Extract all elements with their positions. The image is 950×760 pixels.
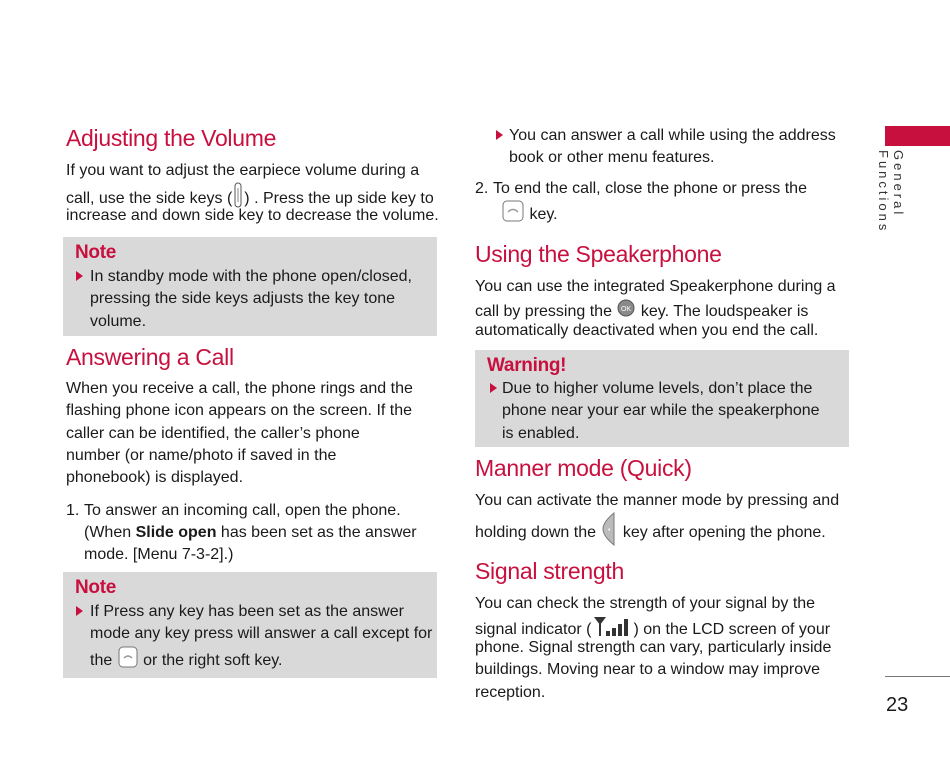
bullet-line-2: book or other menu features. xyxy=(509,149,715,166)
step-2-number: 2. xyxy=(475,180,489,197)
note-box-2 xyxy=(63,572,437,678)
warning-box xyxy=(475,350,849,447)
speaker-heading: Using the Speakerphone xyxy=(475,241,722,267)
signal-heading: Signal strength xyxy=(475,558,624,584)
volume-line-3: increase and down side key to decrease the volume. xyxy=(66,207,439,224)
page-number-rule xyxy=(885,676,950,677)
bullet-arrow-icon xyxy=(496,130,503,140)
step-1-line-2: (When Slide open has been set as the answer xyxy=(84,524,417,541)
speaker-line-3: automatically deactivated when you end the call. xyxy=(475,322,819,339)
manner-line-2: holding down the • key after opening the phone. xyxy=(475,512,826,553)
warning-text: Due to higher volume levels, don’t place the phone near your ear while the speakerphone is enabled. xyxy=(502,380,820,442)
svg-text:OK: OK xyxy=(621,306,632,313)
step-2-line-2: key. xyxy=(501,200,850,229)
end-key-icon xyxy=(501,200,525,229)
end-key-icon xyxy=(117,646,139,675)
note-1-title: Note xyxy=(75,242,117,263)
bullet-line-1: You can answer a call while using the address xyxy=(509,127,836,144)
signal-line-2: signal indicator ( ) on the LCD screen of your xyxy=(475,615,830,644)
note-box-1 xyxy=(63,237,437,336)
slide-open-label: Slide open xyxy=(135,524,217,541)
speaker-line-2: call by pressing the OK key. The loudspeaker is xyxy=(475,298,808,325)
step-1-number: 1. xyxy=(66,502,80,519)
note-2-title: Note xyxy=(75,577,117,598)
volume-line-1: If you want to adjust the earpiece volume during a xyxy=(66,162,420,179)
bullet-arrow-icon xyxy=(76,271,83,281)
note-2-text: If Press any key has been set as the answer mode any key press will answer a call except for the or the right soft key. xyxy=(90,601,423,675)
answer-heading: Answering a Call xyxy=(66,344,234,370)
svg-text:•: • xyxy=(608,527,611,534)
page-number: 23 xyxy=(886,694,909,716)
step-1-line-1: To answer an incoming call, open the phone. xyxy=(84,502,401,519)
manner-heading: Manner mode (Quick) xyxy=(475,455,692,481)
manner-key-icon xyxy=(600,512,618,553)
speaker-line-1: You can use the integrated Speakerphone during a xyxy=(475,278,836,295)
warning-title: Warning! xyxy=(487,355,567,376)
volume-line-2: call, use the side keys ( ) . Press the up side key to xyxy=(66,182,434,215)
step-2-line-1: To end the call, close the phone or press the xyxy=(493,180,807,197)
answer-paragraph: When you receive a call, the phone rings and the flashing phone icon appears on the screen. If the caller can be identified, the caller’s phone number (or name/photo if saved in the phonebook) is displayed. xyxy=(66,380,413,487)
bullet-arrow-icon xyxy=(76,606,83,616)
section-tab xyxy=(885,126,950,146)
signal-paragraph-rest: phone. Signal strength can vary, particularly inside buildings. Moving near to a window may improve reception. xyxy=(475,639,832,701)
bullet-arrow-icon xyxy=(490,383,497,393)
note-1-text: In standby mode with the phone open/closed, pressing the side keys adjusts the key tone volume. xyxy=(90,268,412,330)
step-1-line-3: mode. [Menu 7-3-2].) xyxy=(84,546,234,563)
signal-line-1: You can check the strength of your signal by the xyxy=(475,595,816,612)
manner-line-1: You can activate the manner mode by pressing and xyxy=(475,492,840,509)
volume-heading: Adjusting the Volume xyxy=(66,125,277,151)
section-label: General Functions xyxy=(876,150,906,234)
